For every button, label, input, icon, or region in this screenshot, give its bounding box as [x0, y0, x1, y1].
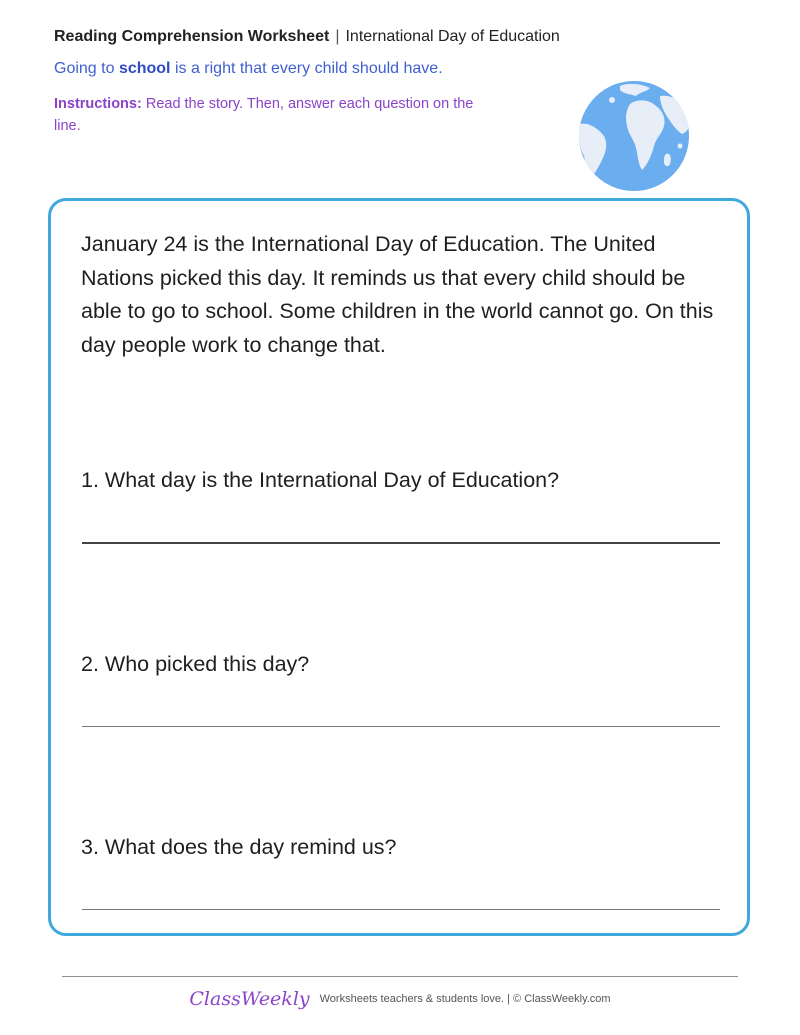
- worksheet-type: Reading Comprehension Worksheet: [54, 28, 330, 45]
- tagline-before: Going to: [54, 60, 119, 77]
- footer-divider: [62, 976, 738, 977]
- footer: [0, 988, 800, 1010]
- worksheet-title: [54, 28, 560, 46]
- question-2: 2. Who picked this day?: [81, 652, 310, 676]
- story-text: January 24 is the International Day of Education. The United Nations picked this day. It reminds us that every child should be able to go to school. Some children in the world cannot go. On this day people work to change that.: [81, 232, 714, 357]
- tagline-after: is a right that every child should have.: [170, 60, 443, 77]
- brand-logo: ClassWeekly: [189, 988, 310, 1010]
- story-card: [48, 198, 750, 936]
- answer-line-2[interactable]: [82, 726, 720, 727]
- globe-illustration: [576, 80, 692, 192]
- answer-line-3[interactable]: [82, 909, 720, 910]
- title-separator: |: [335, 28, 340, 45]
- question-3: 3. What does the day remind us?: [81, 835, 397, 859]
- instructions: [54, 93, 494, 137]
- answer-line-1[interactable]: [82, 542, 720, 544]
- instructions-text: Read the story. Then, answer each question on the line.: [54, 96, 474, 134]
- footer-text: Worksheets teachers & students love. | © ClassWeekly.com: [319, 993, 611, 1005]
- question-1: 1. What day is the International Day of Education?: [81, 468, 560, 492]
- globe-icon: [576, 80, 692, 192]
- instructions-label: Instructions:: [54, 96, 142, 112]
- tagline-keyword: school: [118, 60, 171, 77]
- tagline: [54, 60, 443, 78]
- worksheet-topic: International Day of Education: [345, 28, 560, 45]
